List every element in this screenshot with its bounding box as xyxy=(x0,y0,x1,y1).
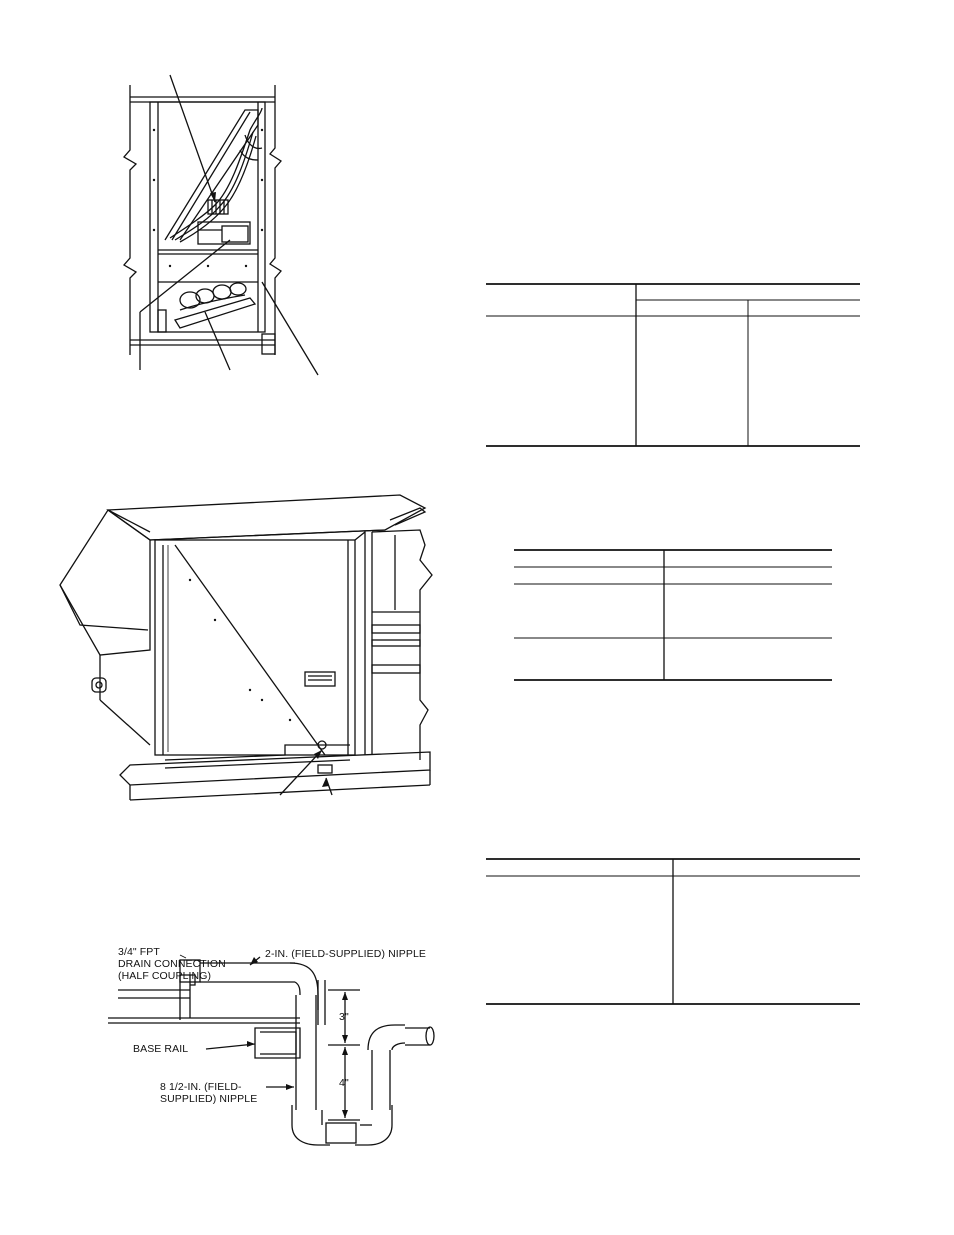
dimension-4in-label: 4" xyxy=(339,1077,349,1089)
fpt-label-line1: 3/4" FPT xyxy=(118,946,160,958)
nipple-85-label-line2: SUPPLIED) NIPPLE xyxy=(160,1093,258,1105)
fpt-label-line3: (HALF COUPLING) xyxy=(118,970,212,982)
nipple-2in-label: 2-IN. (FIELD-SUPPLIED) NIPPLE xyxy=(265,948,427,960)
base-rail-label: BASE RAIL xyxy=(133,1043,189,1055)
dimension-3in-label: 3" xyxy=(339,1011,349,1023)
nipple-85-label-line1: 8 1/2-IN. (FIELD- xyxy=(160,1081,242,1093)
fpt-label-line2: DRAIN CONNECTION xyxy=(118,958,226,970)
